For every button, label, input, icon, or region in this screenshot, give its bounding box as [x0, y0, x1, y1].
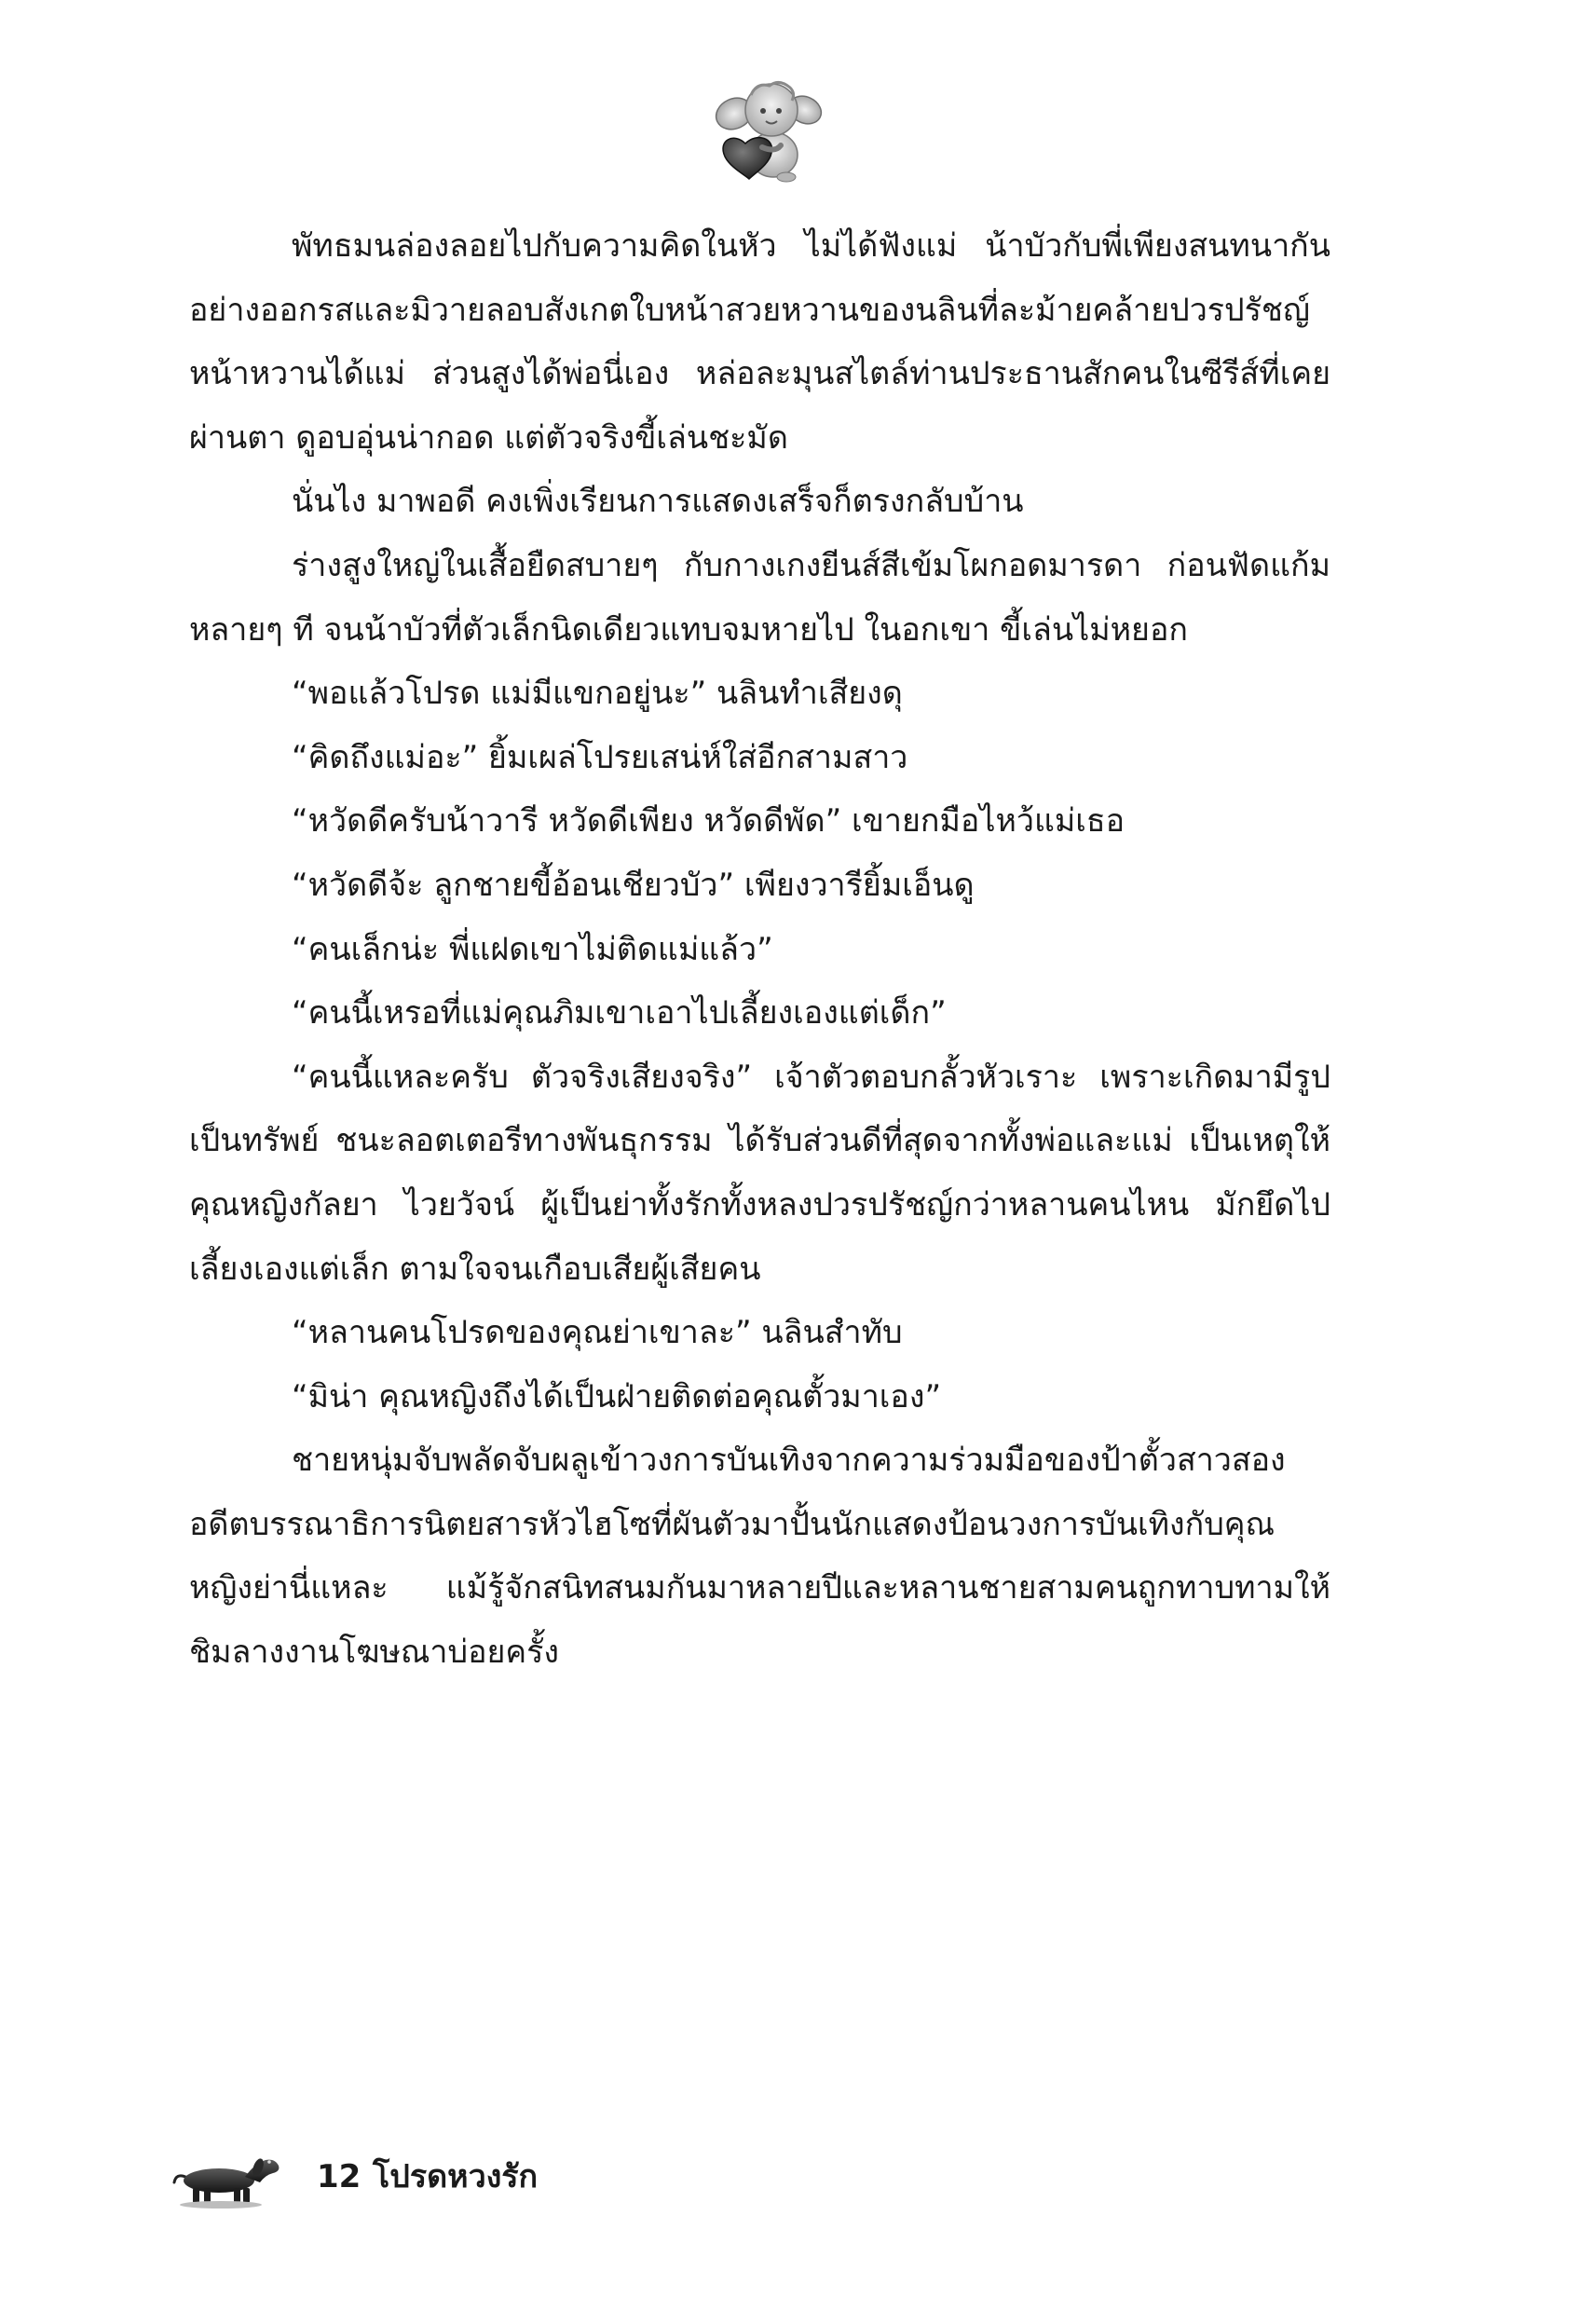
cupid-holding-heart-icon	[708, 67, 829, 188]
dialogue-line: “หวัดดีจ้ะ ลูกชายขี้อ้อนเชียวบัว” เพียงวารียิ้มเอ็นดู	[292, 866, 975, 904]
paragraph: นั่นไง มาพอดี คงเพิ่งเรียนการแสดงเสร็จก็ตรงกลับบ้าน	[292, 483, 1024, 521]
paragraph: ร่างสูงใหญ่ในเสื้อยืดสบายๆ กับกางเกงยีนส์สีเข้มโผกอดมารดา ก่อนฟัดแก้มหลายๆ ที จนน้าบัวที่ตัวเล็กนิดเดียวแทบจมหายไป ในอกเขา ขี้เล่นไม่หยอก	[189, 546, 1330, 649]
dialogue-line: “คนเล็กน่ะ พี่แฝดเขาไม่ติดแม่แล้ว”	[292, 930, 773, 968]
dachshund-dog-icon	[172, 2140, 284, 2214]
dialogue-line: “พอแล้วโปรด แม่มีแขกอยู่นะ” นลินทำเสียงดุ	[292, 675, 903, 713]
page-number: 12	[317, 2158, 361, 2195]
dialogue-line: “คิดถึงแม่อะ” ยิ้มเผล่โปรยเสน่ห์ใส่อีกสามสาว	[292, 738, 908, 776]
paragraph: พัทธมนล่องลอยไปกับความคิดในหัว ไม่ได้ฟังแม่ น้าบัวกับพี่เพียงสนทนากันอย่างออกรสและมิวายลอบสังเกตใบหน้าสวยหวานของนลินที่ละม้ายคล้ายปวรปรัชญ์ หน้าหวานได้แม่ ส่วนสูงได้พ่อนี่เอง หล่อละมุนสไตล์ท่านประธานสักคนในซีรีส์ที่เคยผ่านตา ดูอบอุ่นน่ากอด แต่ตัวจริงขี้เล่นชะมัด	[189, 227, 1330, 457]
dialogue-line: “หวัดดีครับน้าวารี หวัดดีเพียง หวัดดีพัด” เขายกมือไหว้แม่เธอ	[292, 802, 1125, 841]
paragraph: ชายหนุ่มจับพลัดจับผลูเข้าวงการบันเทิงจากความร่วมมือของป้าตั้วสาวสองอดีตบรรณาธิการนิตยสารหัวไฮโซที่ผันตัวมาปั้นนักแสดงป้อนวงการบันเทิงกับคุณหญิงย่านี่แหละ แม้รู้จักสนิทสนมกันมาหลายปีและหลานชายสามคนถูกทาบทามให้ชิมลางงานโฆษณาบ่อยครั้ง	[189, 1442, 1330, 1672]
dialogue-line: “คนนี้เหรอที่แม่คุณภิมเขาเอาไปเลี้ยงเองแต่เด็ก”	[292, 994, 947, 1032]
dialogue-line: “หลานคนโปรดของคุณย่าเขาละ” นลินสำทับ	[292, 1314, 903, 1352]
chapter-body-text	[189, 214, 1330, 1685]
book-title: โปรดหวงรัก	[373, 2158, 539, 2195]
dialogue-line: “มิน่า คุณหญิงถึงได้เป็นฝ่ายติดต่อคุณตั้วมาเอง”	[292, 1377, 942, 1415]
paragraph: “คนนี้แหละครับ ตัวจริงเสียงจริง” เจ้าตัวตอบกลั้วหัวเราะ เพราะเกิดมามีรูปเป็นทรัพย์ ชนะลอตเตอรีทางพันธุกรรม ได้รับส่วนดีที่สุดจากทั้งพ่อและแม่ เป็นเหตุให้คุณหญิงกัลยา ไวยวัจน์ ผู้เป็นย่าทั้งรักทั้งหลงปวรปรัชญ์กว่าหลานคนไหน มักยึดไปเลี้ยงเองแต่เล็ก ตามใจจนเกือบเสียผู้เสียคน	[189, 1058, 1330, 1288]
page-footer	[172, 2140, 731, 2223]
